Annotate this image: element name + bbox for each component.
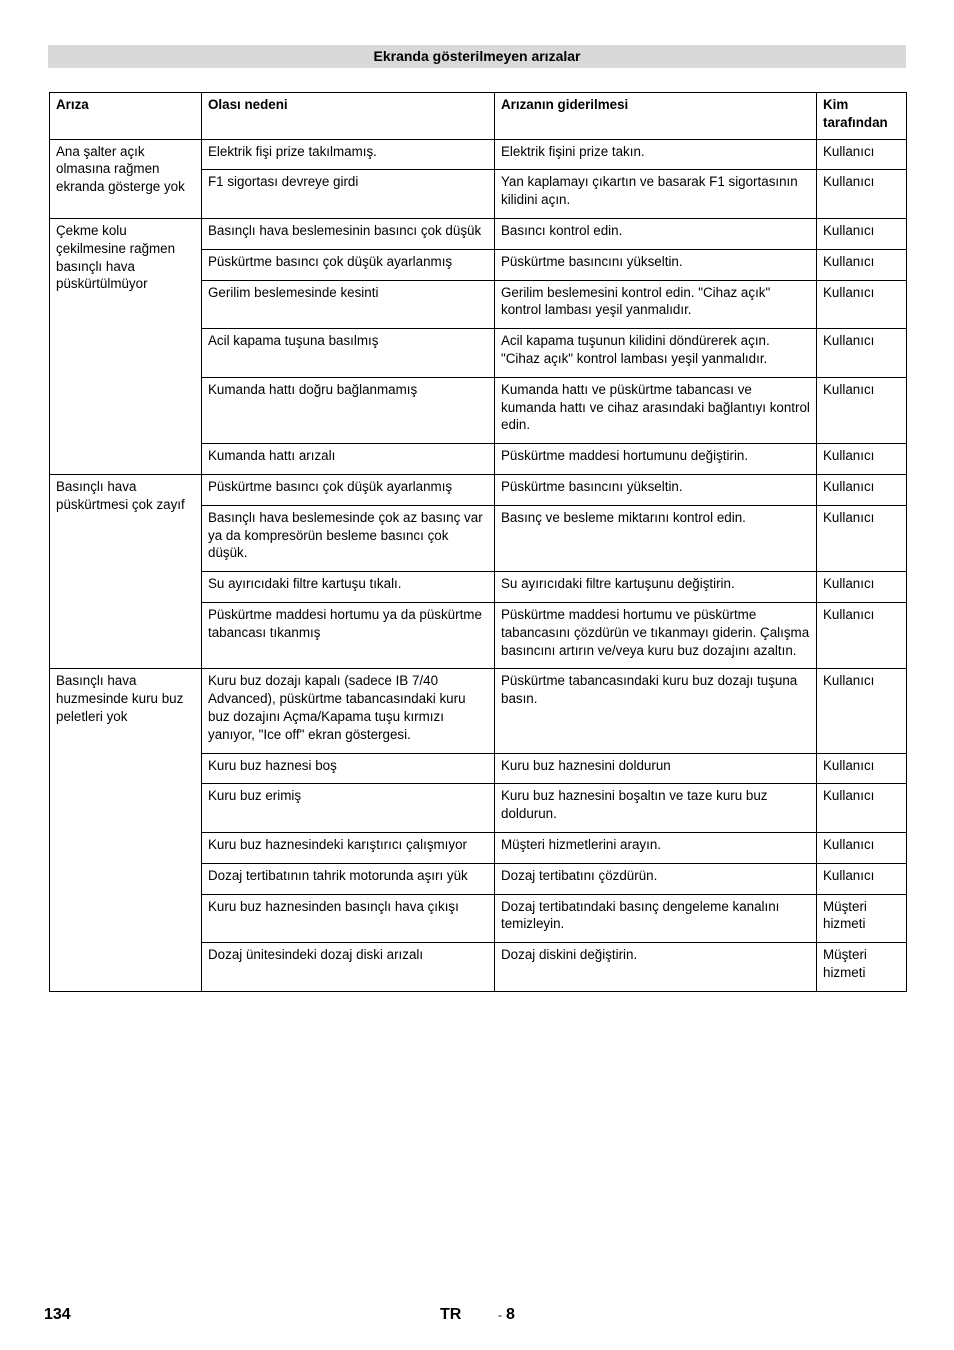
remedy-cell: Su ayırıcıdaki filtre kartuşunu değiştirin. [495, 572, 817, 603]
by-cell: Kullanıcı [817, 218, 907, 249]
cause-cell: Kumanda hattı arızalı [202, 444, 495, 475]
language-code: TR [440, 1306, 462, 1323]
by-cell: Kullanıcı [817, 474, 907, 505]
cause-cell: Kuru buz dozajı kapalı (sadece IB 7/40 Advanced), püskürtme tabancasındaki kuru buz dozajını Açma/Kapama tuşu kırmızı yanıyor, "Ice off" ekran göstergesi. [202, 669, 495, 753]
remedy-cell: Püskürtme maddesi hortumunu değiştirin. [495, 444, 817, 475]
remedy-cell: Dozaj tertibatını çözdürün. [495, 863, 817, 894]
remedy-cell: Püskürtme basıncını yükseltin. [495, 474, 817, 505]
cause-cell: Dozaj ünitesindeki dozaj diski arızalı [202, 943, 495, 992]
cause-cell: Kumanda hattı doğru bağlanmamış [202, 377, 495, 443]
by-cell: Kullanıcı [817, 249, 907, 280]
cause-cell: Dozaj tertibatının tahrik motorunda aşırı yük [202, 863, 495, 894]
sub-page-number: 8 [506, 1306, 515, 1323]
cause-cell: Acil kapama tuşuna basılmış [202, 329, 495, 378]
cause-cell: F1 sigortası devreye girdi [202, 170, 495, 219]
remedy-cell: Kumanda hattı ve püskürtme tabancası ve kumanda hattı ve cihaz arasındaki bağlantıyı kontrol edin. [495, 377, 817, 443]
cause-cell: Kuru buz erimiş [202, 784, 495, 833]
by-cell: Kullanıcı [817, 863, 907, 894]
header-fault: Arıza [50, 93, 202, 140]
remedy-cell: Dozaj tertibatındaki basınç dengeleme kanalını temizleyin. [495, 894, 817, 943]
page-number: 134 [44, 1306, 71, 1323]
by-cell: Kullanıcı [817, 669, 907, 753]
remedy-cell: Püskürtme basıncını yükseltin. [495, 249, 817, 280]
by-cell: Kullanıcı [817, 444, 907, 475]
by-cell: Kullanıcı [817, 784, 907, 833]
cause-cell: Kuru buz haznesinden basınçlı hava çıkışı [202, 894, 495, 943]
by-cell: Kullanıcı [817, 139, 907, 170]
remedy-cell: Yan kaplamayı çıkartın ve basarak F1 sigortasının kilidini açın. [495, 170, 817, 219]
remedy-cell: Acil kapama tuşunun kilidini döndürerek açın. "Cihaz açık" kontrol lambası yeşil yanmalıdır. [495, 329, 817, 378]
remedy-cell: Püskürtme tabancasındaki kuru buz dozajı tuşuna basın. [495, 669, 817, 753]
section-title: Ekranda gösterilmeyen arızalar [48, 45, 906, 68]
by-cell: Kullanıcı [817, 377, 907, 443]
header-remedy: Arızanın giderilmesi [495, 93, 817, 140]
cause-cell: Gerilim beslemesinde kesinti [202, 280, 495, 329]
cause-cell: Püskürtme basıncı çok düşük ayarlanmış [202, 249, 495, 280]
table-row [50, 218, 907, 249]
remedy-cell: Elektrik fişini prize takın. [495, 139, 817, 170]
remedy-cell: Basınç ve besleme miktarını kontrol edin. [495, 505, 817, 571]
cause-cell: Püskürtme basıncı çok düşük ayarlanmış [202, 474, 495, 505]
remedy-cell: Püskürtme maddesi hortumu ve püskürtme tabancasını çözdürün ve tıkanmayı giderin. Çalışma basıncını artırın ve/veya kuru buz dozajını azaltın. [495, 602, 817, 668]
remedy-cell: Kuru buz haznesini boşaltın ve taze kuru buz doldurun. [495, 784, 817, 833]
by-cell: Kullanıcı [817, 832, 907, 863]
remedy-cell: Gerilim beslemesini kontrol edin. "Cihaz açık" kontrol lambası yeşil yanmalıdır. [495, 280, 817, 329]
fault-cell: Basınçlı hava püskürtmesi çok zayıf [50, 474, 202, 668]
sub-page-label [498, 1306, 515, 1324]
by-cell: Kullanıcı [817, 170, 907, 219]
table-row [50, 669, 907, 753]
cause-cell: Elektrik fişi prize takılmamış. [202, 139, 495, 170]
by-cell: Kullanıcı [817, 753, 907, 784]
cause-cell: Su ayırıcıdaki filtre kartuşu tıkalı. [202, 572, 495, 603]
by-cell: Kullanıcı [817, 280, 907, 329]
header-by: Kim tarafından [817, 93, 907, 140]
by-cell: Müşteri hizmeti [817, 894, 907, 943]
table-row [50, 139, 907, 170]
by-cell: Kullanıcı [817, 329, 907, 378]
remedy-cell: Basıncı kontrol edin. [495, 218, 817, 249]
cause-cell: Basınçlı hava beslemesinin basıncı çok düşük [202, 218, 495, 249]
by-cell: Kullanıcı [817, 505, 907, 571]
cause-cell: Kuru buz haznesindeki karıştırıcı çalışmıyor [202, 832, 495, 863]
cause-cell: Püskürtme maddesi hortumu ya da püskürtme tabancası tıkanmış [202, 602, 495, 668]
cause-cell: Kuru buz haznesi boş [202, 753, 495, 784]
by-cell: Müşteri hizmeti [817, 943, 907, 992]
remedy-cell: Dozaj diskini değiştirin. [495, 943, 817, 992]
table-header-row [50, 93, 907, 140]
remedy-cell: Kuru buz haznesini doldurun [495, 753, 817, 784]
fault-cell: Çekme kolu çekilmesine rağmen basınçlı hava püskürtülmüyor [50, 218, 202, 474]
fault-table [49, 92, 907, 992]
table-row [50, 474, 907, 505]
by-cell: Kullanıcı [817, 572, 907, 603]
by-cell: Kullanıcı [817, 602, 907, 668]
fault-cell: Ana şalter açık olmasına rağmen ekranda gösterge yok [50, 139, 202, 218]
header-cause: Olası nedeni [202, 93, 495, 140]
remedy-cell: Müşteri hizmetlerini arayın. [495, 832, 817, 863]
fault-cell: Basınçlı hava huzmesinde kuru buz peletleri yok [50, 669, 202, 991]
sub-page-dash: - [498, 1308, 502, 1322]
cause-cell: Basınçlı hava beslemesinde çok az basınç var ya da kompresörün besleme basıncı çok düşük. [202, 505, 495, 571]
